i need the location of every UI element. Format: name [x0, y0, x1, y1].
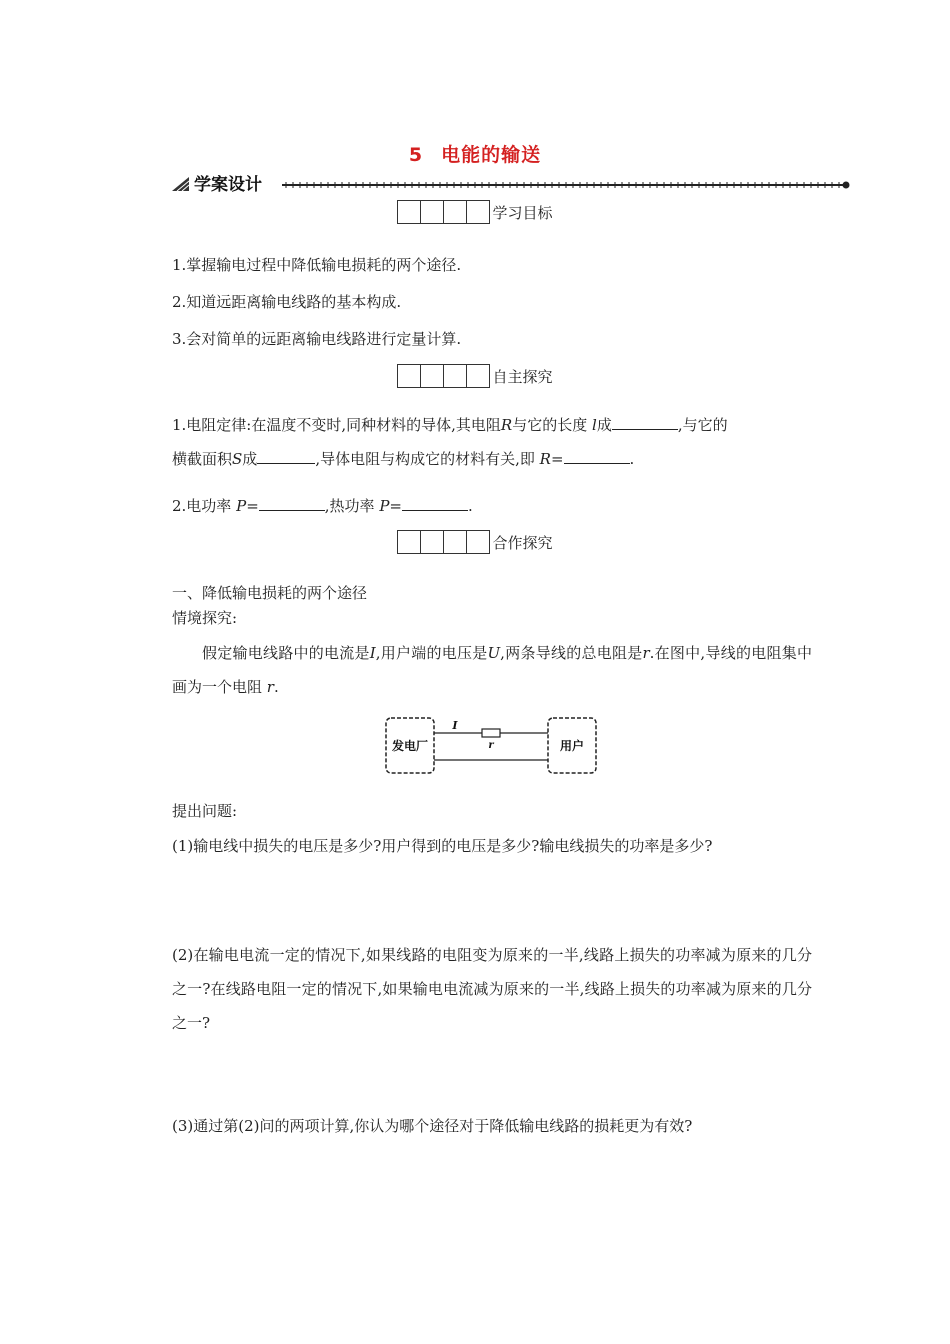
section-coop-header [0, 530, 950, 554]
text: 2.电功率 [172, 497, 232, 515]
current-label: I [452, 719, 458, 732]
title-number: 5 [408, 144, 424, 166]
text: . [273, 678, 279, 696]
self-question-2 [172, 495, 473, 516]
section-boxes [397, 364, 490, 388]
text: 与它的长度 [512, 416, 588, 434]
fill-blank[interactable] [257, 448, 315, 464]
var-P: P [379, 497, 390, 515]
circuit-diagram [385, 716, 597, 776]
section-goals-header [0, 200, 950, 224]
text: . [468, 497, 473, 515]
power-plant-label: 发电厂 [391, 739, 429, 753]
questions-label: 提出问题: [172, 802, 238, 820]
section-goals-label: 学习目标 [492, 203, 553, 222]
text: ,用户端的电压是 [375, 644, 488, 662]
text: (2)在输电电流一定的情况下,如果线路的电阻变为原来的一半,线路上损失的功率减为原来的几分之一?在线路电阻一定的情况下,如果输电电流减为原来的一半,线路上损失的功率减为原来的几分之一? [172, 946, 812, 1032]
resistor-label: r [488, 740, 494, 751]
page-title [0, 140, 950, 167]
section-boxes [397, 530, 490, 554]
text: = [550, 450, 564, 468]
var-I: I [369, 644, 376, 662]
section-self-label: 自主探究 [492, 367, 553, 386]
text: = [246, 497, 259, 515]
question-3: (3)通过第(2)问的两项计算,你认为哪个途径对于降低输电线路的损耗更为有效? [172, 1117, 693, 1135]
text: 1.电阻定律:在温度不变时,同种材料的导体,其电阻 [172, 416, 501, 434]
text: . [629, 450, 635, 468]
text: 横截面积 [172, 450, 233, 468]
text: 成 [596, 416, 612, 434]
var-U: U [487, 644, 501, 662]
question-2 [172, 938, 812, 1040]
var-S: S [232, 450, 243, 468]
section-coop-label: 合作探究 [492, 533, 553, 552]
section-banner [172, 172, 852, 198]
text: ,与它的 [677, 416, 728, 434]
fill-blank[interactable] [564, 448, 630, 464]
var-R: R [500, 416, 513, 434]
fill-blank[interactable] [402, 495, 468, 511]
goal-item: 1.掌握输电过程中降低输电损耗的两个途径. [172, 256, 462, 274]
text: 假定输电线路中的电流是 [202, 644, 370, 662]
self-question-1 [172, 408, 812, 476]
text: ,导体电阻与构成它的材料有关,即 [315, 450, 535, 468]
user-label: 用户 [559, 739, 585, 753]
banner-label: 学案设计 [194, 175, 262, 195]
scenario-label: 情境探究: [172, 609, 238, 627]
text: .在图中,导线的电阻集中画为一个电阻 [172, 644, 812, 696]
resistor [482, 729, 500, 737]
var-r: r [642, 644, 650, 662]
var-P: P [236, 497, 247, 515]
var-l: l [592, 416, 597, 434]
text: = [389, 497, 402, 515]
fill-blank[interactable] [259, 495, 325, 511]
question-1: (1)输电线中损失的电压是多少?用户得到的电压是多少?输电线损失的功率是多少? [172, 837, 713, 855]
scenario-text [172, 636, 812, 704]
text: 成 [242, 450, 258, 468]
title-text: 电能的输送 [441, 144, 542, 166]
coop-heading: 一、降低输电损耗的两个途径 [172, 584, 368, 602]
section-boxes [397, 200, 490, 224]
text: ,两条导线的总电阻是 [500, 644, 643, 662]
banner-rule [282, 178, 852, 192]
section-self-header [0, 364, 950, 388]
goal-item: 2.知道远距离输电线路的基本构成. [172, 293, 402, 311]
goal-item: 3.会对简单的远距离输电线路进行定量计算. [172, 330, 462, 348]
text: ,热功率 [324, 497, 375, 515]
fill-blank[interactable] [612, 414, 678, 430]
var-R: R [539, 450, 551, 468]
var-r: r [266, 678, 274, 696]
